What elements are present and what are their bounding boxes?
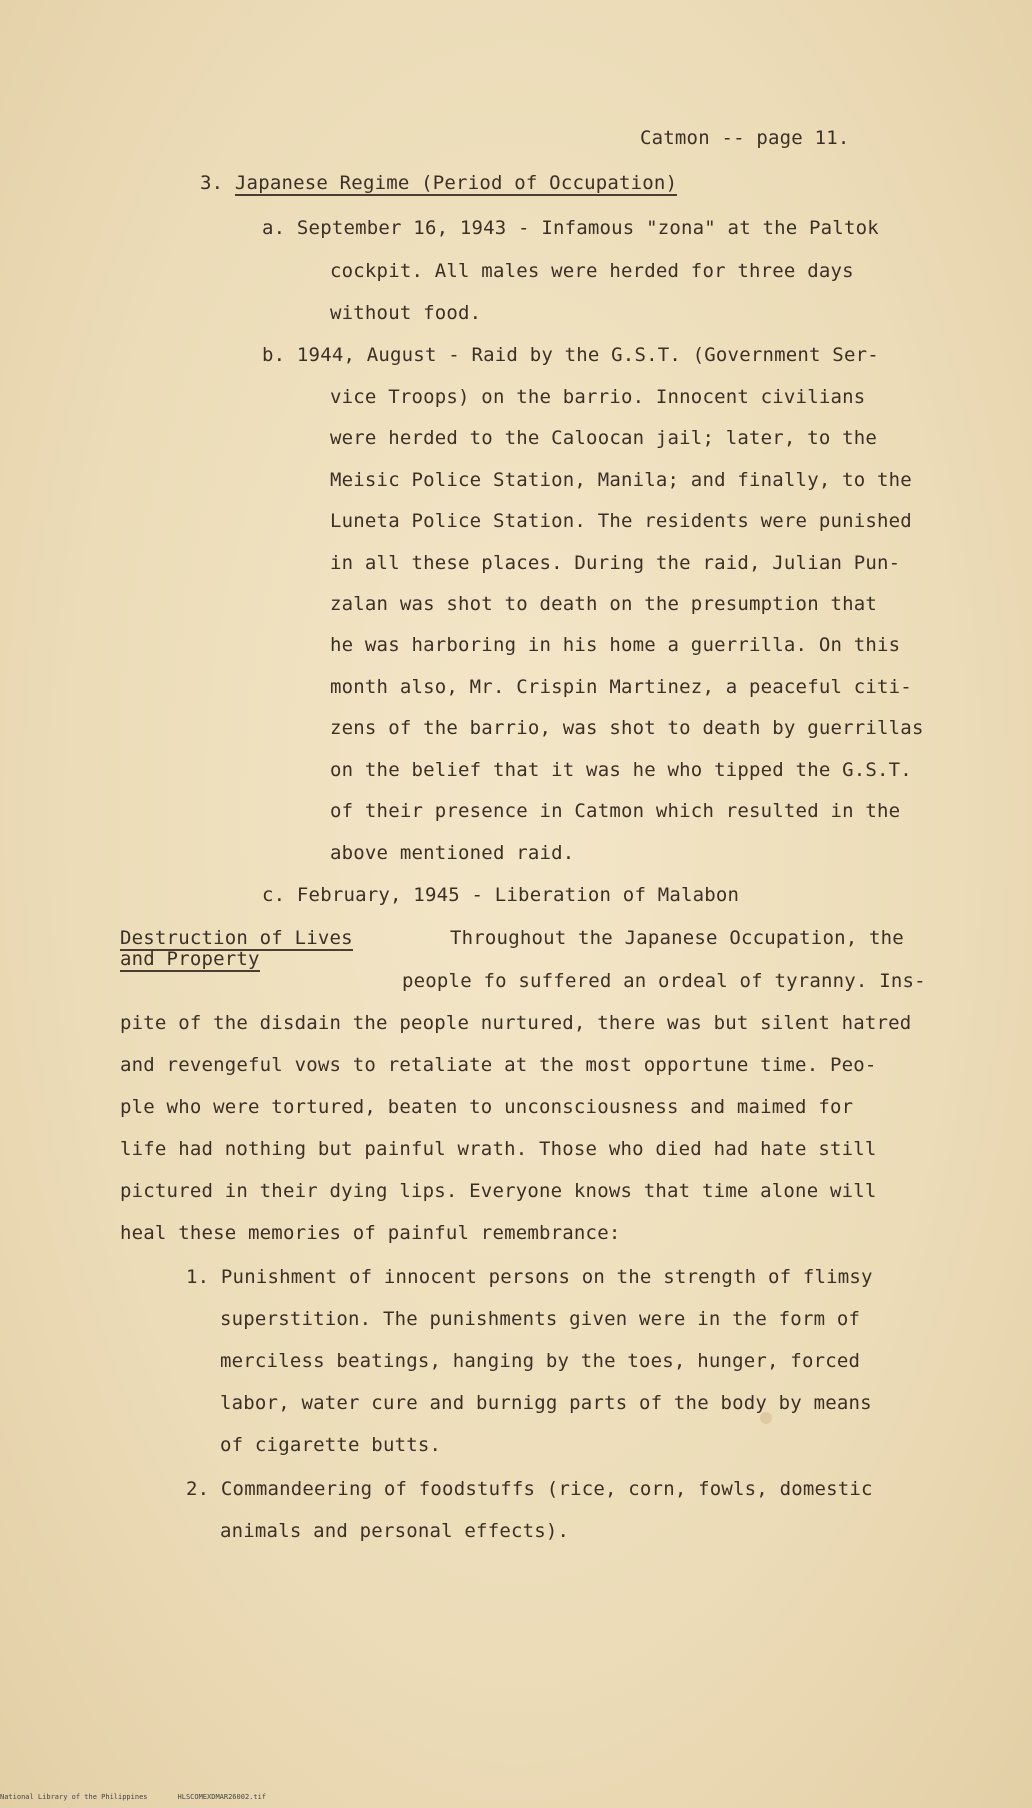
item-a-line: cockpit. All males were herded for three days [330, 260, 854, 282]
item-b-line: above mentioned raid. [330, 842, 575, 864]
item-b-line: zens of the barrio, was shot to death by guerrillas [330, 717, 924, 739]
item-b-line: zalan was shot to death on the presumption that [330, 593, 878, 615]
item-c-line: c. February, 1945 - Liberation of Malabon [262, 884, 740, 906]
list-item-line: superstition. The punishments given were in the form of [220, 1308, 861, 1330]
section-number: 3. [200, 172, 224, 194]
item-b-line: of their presence in Catmon which resulted in the [330, 800, 901, 822]
list-item-line: labor, water cure and burnigg parts of the body by means [220, 1392, 872, 1414]
list-item-line: merciless beatings, hanging by the toes, hunger, forced [220, 1350, 861, 1372]
item-a-line: without food. [330, 302, 482, 324]
paragraph-line: heal these memories of painful remembrance: [120, 1222, 621, 1244]
item-b-line: on the belief that it was he who tipped the G.S.T. [330, 759, 912, 781]
item-b-line: Luneta Police Station. The residents were punished [330, 510, 912, 532]
footer-library: National Library of the Philippines [0, 1793, 148, 1801]
side-heading: Destruction of Lives [120, 927, 353, 949]
paragraph-line: and revengeful vows to retaliate at the most opportune time. Peo- [120, 1054, 877, 1076]
paragraph-line: life had nothing but painful wrath. Those who died had hate still [120, 1138, 877, 1160]
list-item-line: 2. Commandeering of foodstuffs (rice, corn, fowls, domestic [186, 1478, 873, 1500]
section-heading [200, 170, 677, 196]
paragraph-line: people fo suffered an ordeal of tyranny. Ins- [402, 970, 926, 992]
paragraph-line: ple who were tortured, beaten to unconsciousness and maimed for [120, 1096, 854, 1118]
paragraph-line: pictured in their dying lips. Everyone knows that time alone will [120, 1180, 877, 1202]
paragraph-line: pite of the disdain the people nurtured, there was but silent hatred [120, 1012, 912, 1034]
item-b-line: b. 1944, August - Raid by the G.S.T. (Government Ser- [262, 344, 879, 366]
page-label: Catmon -- page 11. [640, 127, 850, 149]
footer-file-id: HLSCOMEXDMAR26002.tif [177, 1793, 267, 1801]
scan-footer [0, 1792, 296, 1802]
paragraph-line: Throughout the Japanese Occupation, the [450, 927, 904, 949]
item-b-line: he was harboring in his home a guerrilla. On this [330, 634, 901, 656]
item-b-line: were herded to the Caloocan jail; later, to the [330, 427, 878, 449]
list-item-line: animals and personal effects). [220, 1520, 570, 1542]
item-b-line: vice Troops) on the barrio. Innocent civilians [330, 386, 866, 408]
item-a-line: a. September 16, 1943 - Infamous "zona" at the Paltok [262, 217, 879, 239]
section-title: Japanese Regime (Period of Occupation) [234, 172, 678, 194]
item-b-line: month also, Mr. Crispin Martinez, a peaceful citi- [330, 676, 912, 698]
item-b-line: Meisic Police Station, Manila; and finally, to the [330, 469, 912, 491]
list-item-line: of cigarette butts. [220, 1434, 442, 1456]
list-item-line: 1. Punishment of innocent persons on the strength of flimsy [186, 1266, 873, 1288]
item-b-line: in all these places. During the raid, Julian Pun- [330, 552, 901, 574]
side-heading: and Property [120, 948, 260, 970]
